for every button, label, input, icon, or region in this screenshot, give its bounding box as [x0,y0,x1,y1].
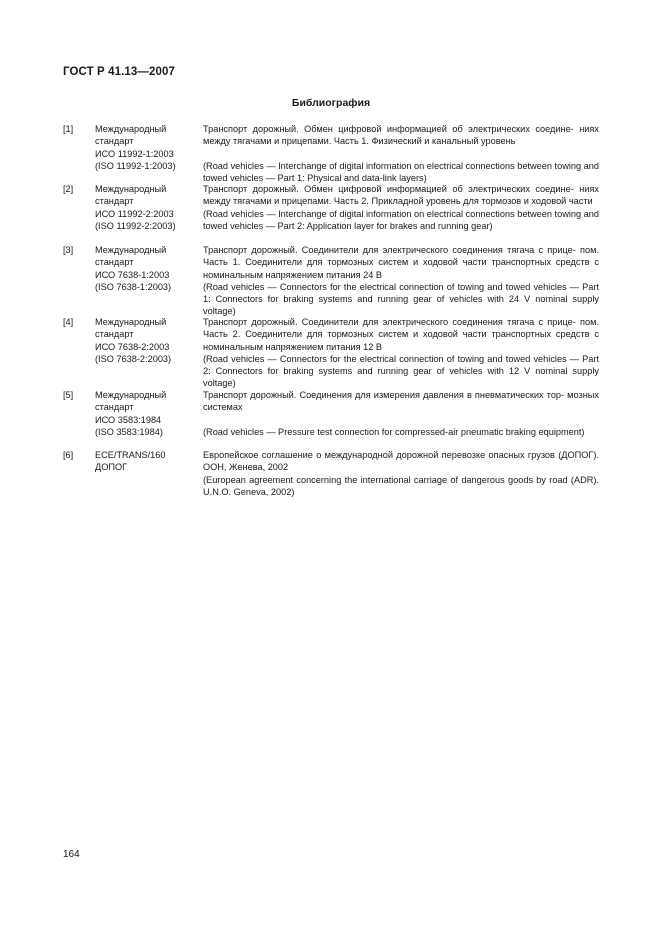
entry-number: [1] [63,124,74,134]
standard-line: стандарт [95,136,134,147]
description-russian: Транспорт дорожный. Обмен цифровой информацией об электрических соедине- ниях между тягачами и прицепами. Часть 1. Физический и канальный уровень [203,124,599,147]
standard-line: (ISO 7638-2:2003) [95,353,172,364]
description-english: (Road vehicles — Connectors for the electrical connection of towing and towed vehicles — Part 1: Connectors for braking systems and running gear of vehicles with 24 V nominal supply voltage) [203,281,599,317]
description-russian: Транспорт дорожный. Соединители для электрического соединения тягача с прице- пом. Часть 1. Соединители для тормозных систем и ходовой части транспортных средств с номинальным напряжением питания 24 В [203,245,599,280]
entry-description [203,449,599,498]
description-russian: Транспорт дорожный. Соединители для электрического соединения тягача с прице- пом. Часть 2. Соединители для тормозных систем и ходовой части транспортных средств с номинальным напряжением питания 12 В [203,317,599,352]
bibliography-title: Библиография [291,97,371,109]
description-english: (Road vehicles — Interchange of digital information on electrical connections between towing and towed vehicles — Part 2: Application layer for brakes and running gear) [203,208,599,231]
standard-line: ИСО 3583:1984 [95,414,162,425]
standard-line: (ISO 3583:1984) [95,426,163,437]
entry-number: [5] [63,390,74,400]
standard-line: стандарт [95,196,134,207]
standard-line: ECE/TRANS/160 [95,450,166,460]
standard-line: стандарт [95,329,134,340]
standard-line: Международный [95,390,167,400]
standard-line: Международный [95,184,167,194]
entry-description [203,244,599,318]
standard-line: Международный [95,245,167,255]
description-russian: Европейское соглашение о международной дорожной перевозке опасных грузов (ДОПОГ). ООН, Женева, 2002 [203,450,599,473]
entry-number: [4] [63,317,74,327]
standard-designation [95,123,199,172]
standard-designation [95,316,199,365]
description-english: (Road vehicles — Interchange of digital information on electrical connections between towing and towed vehicles — Part 1: Physical and data-link layers) [203,160,599,183]
standard-line: стандарт [95,402,134,413]
description-english: (Road vehicles — Connectors for the electrical connection of towing and towed vehicles — Part 2: Connectors for braking systems and running gear of vehicles with 12 V nominal supply voltage) [203,353,599,389]
entry-description [203,123,599,184]
standard-line: ИСО 7638-1:2003 [95,269,170,280]
standard-designation [95,183,199,232]
standard-line: ИСО 11992-2:2003 [95,208,174,219]
standard-line: (ISO 11992-1:2003) [95,160,176,171]
standard-designation [95,449,199,474]
entry-description [203,183,599,232]
description-russian: Транспорт дорожный. Соединения для измерения давления в пневматических тор- мозных системах [203,390,599,413]
entry-description [203,316,599,390]
page-number: 164 [63,849,80,860]
description-russian: Транспорт дорожный. Обмен цифровой информацией об электрических соедине- ниях между тягачами и прицепами. Часть 2. Прикладной уровень для тормозов и ходовой части [203,184,599,207]
entry-number: [3] [63,245,74,255]
standard-line: (ISO 11992-2:2003) [95,220,176,231]
standard-line: Международный [95,317,167,327]
document-code: ГОСТ Р 41.13—2007 [63,66,175,78]
standard-designation [95,389,199,438]
entry-number: [2] [63,184,74,194]
description-english: (Road vehicles — Pressure test connection for compressed-air pneumatic braking equipment) [203,426,585,437]
standard-line: ИСО 11992-1:2003 [95,148,174,159]
standard-line: Международный [95,124,167,134]
entry-number: [6] [63,450,74,460]
standard-designation [95,244,199,293]
standard-line: ДОПОГ [95,462,128,473]
standard-line: ИСО 7638-2:2003 [95,341,170,352]
entry-description [203,389,599,438]
standard-line: (ISO 7638-1:2003) [95,281,172,292]
description-english: (European agreement concerning the international carriage of dangerous goods by road (ADR). U.N.O. Geneva, 2002) [203,474,599,497]
standard-line: стандарт [95,257,134,268]
